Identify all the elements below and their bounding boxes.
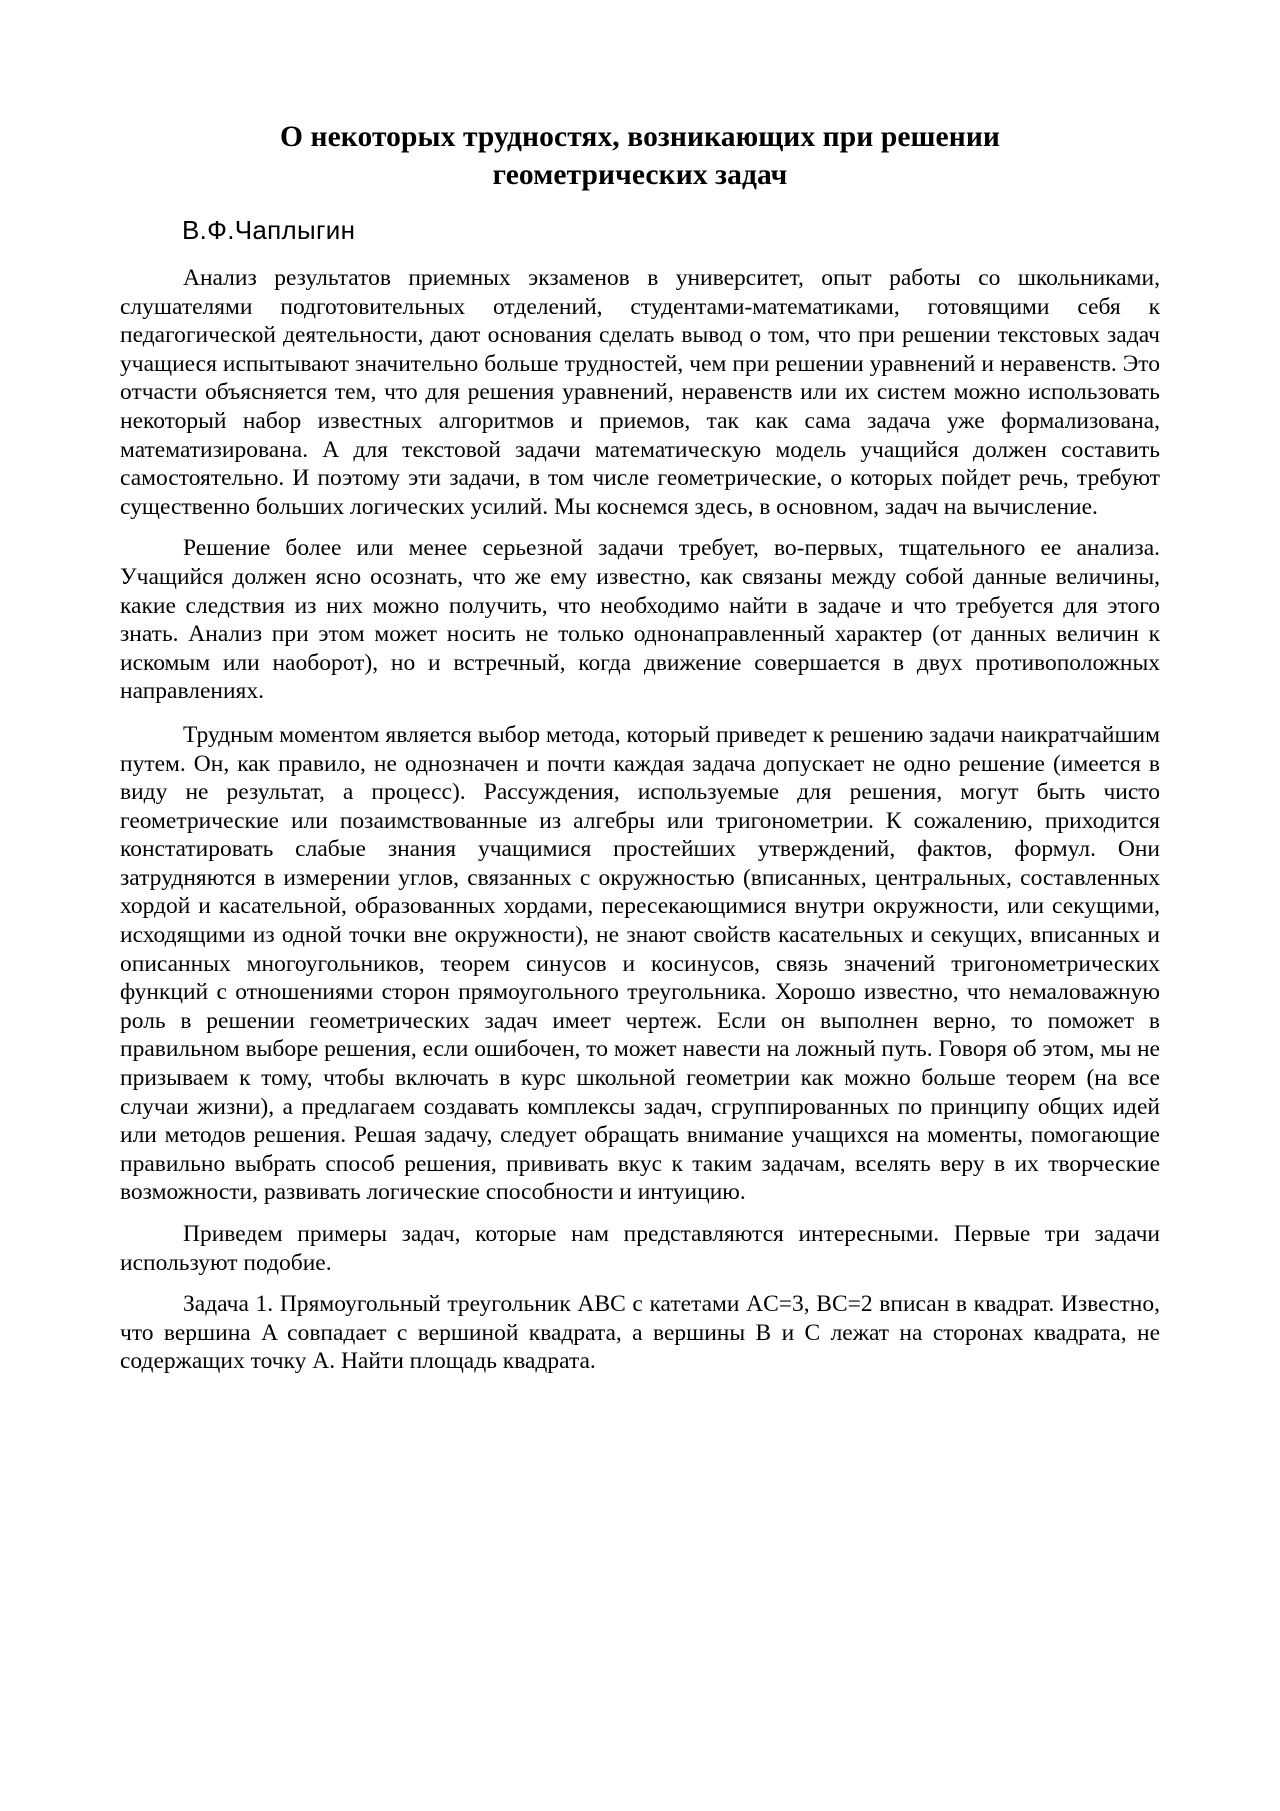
title-line-1: О некоторых трудностях, возникающих при решении xyxy=(279,121,1001,153)
paragraph-method: Трудным моментом является выбор метода, который приведет к решению задачи наикратчайшим путем. Он, как правило, не однозначен и почти каждая задача допускает не одно решение (имеется в виду не результат, а процесс). Рассуждения, используемые для решения, могут быть чисто геометрические или позаимствованные из алгебры или тригонометрии. К сожалению, приходится констатировать слабые знания учащимися простейших утверждений, фактов, формул. Они затрудняются в измерении углов, связанных с окружностью (вписанных, центральных, составленных хордой и касательной, образованных хордами, пересекающимися внутри окружности, или секущими, исходящими из одной точки вне окружности), не знают свойств касательных и секущих, вписанных и описанных многоугольников, теорем синусов и косинусов, связь значений тригонометрических функций с отношениями сторон прямоугольного треугольника. Хорошо известно, что немаловажную роль в решении геометрических задач имеет чертеж. Если он выполнен верно, то поможет в правильном выборе решения, если ошибочен, то может навести на ложный путь. Говоря об этом, мы не призываем к тому, чтобы включать в курс школьной геометрии как можно больше теорем (на все случаи жизни), а предлагаем создавать комплексы задач, сгруппированных по принципу общих идей или методов решения. Решая задачу, следует обращать внимание учащихся на моменты, помогающие правильно выбрать способ решения, прививать вкус к таким задачам, вселять веру в их творческие возможности, развивать логические способности и интуицию. xyxy=(120,721,1160,1206)
document-body xyxy=(120,118,1160,1376)
paragraph-examples: Приведем примеры задач, которые нам представляются интересными. Первые три задачи используют подобие. xyxy=(120,1221,1160,1276)
paragraph-intro: Анализ результатов приемных экзаменов в университет, опыт работы со школьниками, слушателями подготовительных отделений, студентами-математиками, готовящими себя к педагогической деятельности, дают основания сделать вывод о том, что при решении текстовых задач учащиеся испытывают значительно больше трудностей, чем при решении уравнений и неравенств. Это отчасти объясняется тем, что для решения уравнений, неравенств или их систем можно использовать некоторый набор известных алгоритмов и приемов, так как сама задача уже формализована, математизирована. А для текстовой задачи математическую модель учащийся должен составить самостоятельно. И поэтому эти задачи, в том числе геометрические, о которых пойдет речь, требуют существенно больших логических усилий. Мы коснемся здесь, в основном, задач на вычисление. xyxy=(120,265,1160,520)
title-line-2: геометрических задач xyxy=(492,159,788,191)
paragraph-problem-1: Задача 1. Прямоугольный треугольник ABC с катетами AC=3, BC=2 вписан в квадрат. Известно, что вершина A совпадает с вершиной квадрата, а вершины B и C лежат на сторонах квадрата, не содержащих точку A. Найти площадь квадрата. xyxy=(120,1291,1160,1375)
document-title xyxy=(120,118,1160,194)
paragraph-analysis: Решение более или менее серьезной задачи требует, во-первых, тщательного ее анализа. Учащийся должен ясно осознать, что же ему известно, как связаны между собой данные величины, какие следствия из них можно получить, что необходимо найти в задаче и что требуется для этого знать. Анализ при этом может носить не только однонаправленный характер (от данных величин к искомым или наоборот), но и встречный, когда движение совершается в двух противоположных направлениях. xyxy=(120,535,1160,705)
author-name: В.Ф.Чаплыгин xyxy=(182,215,356,245)
